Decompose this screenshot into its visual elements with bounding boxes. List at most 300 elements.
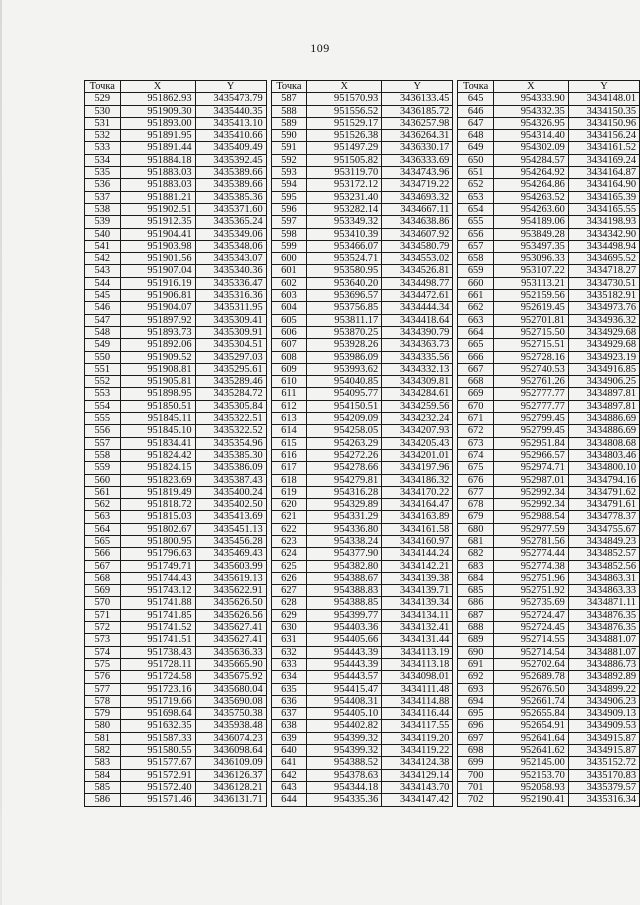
table-row	[85, 437, 267, 449]
y-coordinate-cell: 3434791.61	[568, 499, 639, 511]
y-coordinate-cell: 3434139.71	[382, 585, 453, 597]
y-coordinate-cell: 3434139.34	[382, 597, 453, 609]
y-coordinate-cell: 3434165.55	[568, 203, 639, 215]
point-number-cell: 622	[271, 523, 307, 535]
x-coordinate-cell: 951744.43	[120, 572, 195, 584]
x-coordinate-cell: 952641.64	[493, 732, 568, 744]
point-number-cell: 536	[85, 179, 121, 191]
table-row	[458, 683, 640, 695]
table-row	[85, 535, 267, 547]
table-row	[458, 277, 640, 289]
y-coordinate-cell: 3434909.13	[568, 708, 639, 720]
point-number-cell: 551	[85, 363, 121, 375]
x-coordinate-cell: 952715.51	[493, 339, 568, 351]
table-row	[85, 449, 267, 461]
table-row	[458, 376, 640, 388]
point-number-cell: 544	[85, 277, 121, 289]
x-coordinate-cell: 954326.95	[493, 117, 568, 129]
y-coordinate-cell: 3435349.06	[195, 228, 266, 240]
y-coordinate-cell: 3435289.46	[195, 376, 266, 388]
x-coordinate-cell: 953497.35	[493, 240, 568, 252]
table-row	[271, 203, 453, 215]
y-coordinate-cell: 3435311.95	[195, 302, 266, 314]
point-number-cell: 662	[458, 302, 494, 314]
point-number-cell: 695	[458, 708, 494, 720]
y-coordinate-cell: 3434553.02	[382, 253, 453, 265]
point-number-cell: 635	[271, 683, 307, 695]
x-coordinate-cell: 951912.35	[120, 216, 195, 228]
table-row	[85, 658, 267, 670]
table-row	[85, 314, 267, 326]
x-coordinate-cell: 951800.95	[120, 535, 195, 547]
x-coordinate-cell: 954258.05	[307, 425, 382, 437]
point-number-cell: 693	[458, 683, 494, 695]
table-row	[85, 388, 267, 400]
point-number-cell: 667	[458, 363, 494, 375]
x-coordinate-cell: 952774.38	[493, 560, 568, 572]
point-number-cell: 682	[458, 548, 494, 560]
y-coordinate-cell: 3434169.24	[568, 154, 639, 166]
point-number-cell: 609	[271, 363, 307, 375]
table-row	[458, 216, 640, 228]
x-coordinate-cell: 952619.45	[493, 302, 568, 314]
point-number-cell: 650	[458, 154, 494, 166]
x-coordinate-cell: 952190.41	[493, 794, 568, 806]
point-number-cell: 665	[458, 339, 494, 351]
x-coordinate-cell: 952992.34	[493, 486, 568, 498]
y-coordinate-cell: 3436333.69	[382, 154, 453, 166]
x-coordinate-cell: 953524.71	[307, 253, 382, 265]
x-coordinate-cell: 952992.34	[493, 499, 568, 511]
x-coordinate-cell: 951903.98	[120, 240, 195, 252]
table-row	[458, 646, 640, 658]
x-coordinate-cell: 953696.57	[307, 290, 382, 302]
table-row	[85, 474, 267, 486]
point-number-cell: 574	[85, 646, 121, 658]
table-row	[271, 597, 453, 609]
x-coordinate-cell: 951796.63	[120, 548, 195, 560]
table-row	[271, 191, 453, 203]
point-number-cell: 538	[85, 203, 121, 215]
y-coordinate-cell: 3434881.07	[568, 646, 639, 658]
y-coordinate-cell: 3434164.47	[382, 499, 453, 511]
header-y: Y	[195, 81, 266, 93]
table-row	[85, 708, 267, 720]
x-coordinate-cell: 951884.18	[120, 154, 195, 166]
point-number-cell: 652	[458, 179, 494, 191]
y-coordinate-cell: 3435316.36	[195, 290, 266, 302]
x-coordinate-cell: 951909.52	[120, 351, 195, 363]
y-coordinate-cell: 3434142.21	[382, 560, 453, 572]
y-coordinate-cell: 3435619.13	[195, 572, 266, 584]
y-coordinate-cell: 3435385.36	[195, 191, 266, 203]
coordinate-tables	[84, 80, 640, 807]
table-row	[458, 499, 640, 511]
x-coordinate-cell: 951741.85	[120, 609, 195, 621]
x-coordinate-cell: 954382.80	[307, 560, 382, 572]
table-row	[271, 167, 453, 179]
table-row	[85, 363, 267, 375]
table-row	[458, 167, 640, 179]
y-coordinate-cell: 3434791.62	[568, 486, 639, 498]
x-coordinate-cell: 954388.52	[307, 757, 382, 769]
point-number-cell: 563	[85, 511, 121, 523]
table-row	[458, 265, 640, 277]
x-coordinate-cell: 952777.77	[493, 400, 568, 412]
table-row	[458, 93, 640, 105]
y-coordinate-cell: 3434259.56	[382, 400, 453, 412]
x-coordinate-cell: 953349.32	[307, 216, 382, 228]
table-row	[271, 351, 453, 363]
point-number-cell: 558	[85, 449, 121, 461]
point-number-cell: 562	[85, 499, 121, 511]
y-coordinate-cell: 3435413.10	[195, 117, 266, 129]
point-number-cell: 593	[271, 167, 307, 179]
x-coordinate-cell: 952701.81	[493, 314, 568, 326]
y-coordinate-cell: 3435469.43	[195, 548, 266, 560]
point-number-cell: 578	[85, 695, 121, 707]
table-row	[85, 597, 267, 609]
y-coordinate-cell: 3434117.55	[382, 720, 453, 732]
x-coordinate-cell: 952715.50	[493, 326, 568, 338]
point-number-cell: 539	[85, 216, 121, 228]
y-coordinate-cell: 3434886.69	[568, 425, 639, 437]
x-coordinate-cell: 951580.55	[120, 745, 195, 757]
x-coordinate-cell: 951632.35	[120, 720, 195, 732]
y-coordinate-cell: 3434863.31	[568, 572, 639, 584]
table-row	[458, 597, 640, 609]
table-row	[271, 474, 453, 486]
x-coordinate-cell: 954405.66	[307, 634, 382, 646]
x-coordinate-cell: 953466.07	[307, 240, 382, 252]
x-coordinate-cell: 954408.31	[307, 695, 382, 707]
table-row	[458, 253, 640, 265]
y-coordinate-cell: 3434973.76	[568, 302, 639, 314]
x-coordinate-cell: 954209.09	[307, 413, 382, 425]
point-number-cell: 599	[271, 240, 307, 252]
y-coordinate-cell: 3434134.11	[382, 609, 453, 621]
table-row	[458, 191, 640, 203]
y-coordinate-cell: 3434607.92	[382, 228, 453, 240]
y-coordinate-cell: 3434116.44	[382, 708, 453, 720]
x-coordinate-cell: 951572.91	[120, 769, 195, 781]
y-coordinate-cell: 3434156.24	[568, 130, 639, 142]
y-coordinate-cell: 3434916.85	[568, 363, 639, 375]
point-number-cell: 694	[458, 695, 494, 707]
y-coordinate-cell: 3435309.41	[195, 314, 266, 326]
table-row	[458, 757, 640, 769]
point-number-cell: 697	[458, 732, 494, 744]
y-coordinate-cell: 3434915.87	[568, 732, 639, 744]
table-row	[271, 523, 453, 535]
table-row	[458, 658, 640, 670]
x-coordinate-cell: 952714.54	[493, 646, 568, 658]
point-number-cell: 656	[458, 228, 494, 240]
point-number-cell: 699	[458, 757, 494, 769]
table-body	[458, 93, 640, 806]
y-coordinate-cell: 3434147.42	[382, 794, 453, 806]
y-coordinate-cell: 3434139.38	[382, 572, 453, 584]
x-coordinate-cell: 952724.45	[493, 622, 568, 634]
x-coordinate-cell: 954403.36	[307, 622, 382, 634]
x-coordinate-cell: 954388.67	[307, 572, 382, 584]
x-coordinate-cell: 951897.92	[120, 314, 195, 326]
table-row	[271, 585, 453, 597]
x-coordinate-cell: 951802.67	[120, 523, 195, 535]
point-number-cell: 591	[271, 142, 307, 154]
x-coordinate-cell: 954284.57	[493, 154, 568, 166]
table-row	[458, 339, 640, 351]
table-row	[458, 425, 640, 437]
table-row	[271, 154, 453, 166]
header-x: X	[307, 81, 382, 93]
point-number-cell: 676	[458, 474, 494, 486]
x-coordinate-cell: 953410.39	[307, 228, 382, 240]
table-row	[458, 695, 640, 707]
y-coordinate-cell: 3435750.38	[195, 708, 266, 720]
y-coordinate-cell: 3434170.22	[382, 486, 453, 498]
x-coordinate-cell: 954332.35	[493, 105, 568, 117]
y-coordinate-cell: 3436126.37	[195, 769, 266, 781]
x-coordinate-cell: 951818.72	[120, 499, 195, 511]
table-row	[85, 130, 267, 142]
table-row	[458, 437, 640, 449]
y-coordinate-cell: 3436074.23	[195, 732, 266, 744]
x-coordinate-cell: 951845.10	[120, 425, 195, 437]
x-coordinate-cell: 951587.33	[120, 732, 195, 744]
y-coordinate-cell: 3435400.24	[195, 486, 266, 498]
y-coordinate-cell: 3434114.88	[382, 695, 453, 707]
table-row	[85, 560, 267, 572]
y-coordinate-cell: 3434730.51	[568, 277, 639, 289]
point-number-cell: 555	[85, 413, 121, 425]
x-coordinate-cell: 954040.85	[307, 376, 382, 388]
table-row	[458, 634, 640, 646]
table-row	[85, 203, 267, 215]
point-number-cell: 625	[271, 560, 307, 572]
table-header-row	[85, 81, 267, 93]
point-number-cell: 592	[271, 154, 307, 166]
y-coordinate-cell: 3435389.66	[195, 167, 266, 179]
table-row	[271, 142, 453, 154]
y-coordinate-cell: 3435365.24	[195, 216, 266, 228]
point-number-cell: 564	[85, 523, 121, 535]
table-row	[458, 228, 640, 240]
header-point: Точка	[85, 81, 121, 93]
x-coordinate-cell: 951824.42	[120, 449, 195, 461]
table-row	[271, 757, 453, 769]
point-number-cell: 654	[458, 203, 494, 215]
x-coordinate-cell: 953096.33	[493, 253, 568, 265]
table-row	[458, 142, 640, 154]
point-number-cell: 657	[458, 240, 494, 252]
y-coordinate-cell: 3435386.09	[195, 462, 266, 474]
y-coordinate-cell: 3435348.06	[195, 240, 266, 252]
x-coordinate-cell: 952799.45	[493, 425, 568, 437]
y-coordinate-cell: 3434755.67	[568, 523, 639, 535]
point-number-cell: 618	[271, 474, 307, 486]
point-number-cell: 615	[271, 437, 307, 449]
y-coordinate-cell: 3435440.35	[195, 105, 266, 117]
point-number-cell: 566	[85, 548, 121, 560]
table-row	[85, 277, 267, 289]
table-row	[458, 474, 640, 486]
point-number-cell: 621	[271, 511, 307, 523]
x-coordinate-cell: 952153.70	[493, 769, 568, 781]
point-number-cell: 700	[458, 769, 494, 781]
y-coordinate-cell: 3435387.43	[195, 474, 266, 486]
table-row	[271, 93, 453, 105]
point-number-cell: 628	[271, 597, 307, 609]
table-row	[85, 117, 267, 129]
table-row	[458, 560, 640, 572]
table-row	[271, 634, 453, 646]
table-row	[271, 400, 453, 412]
table-row	[458, 314, 640, 326]
point-number-cell: 575	[85, 658, 121, 670]
x-coordinate-cell: 951893.73	[120, 326, 195, 338]
x-coordinate-cell: 951749.71	[120, 560, 195, 572]
table-row	[458, 302, 640, 314]
point-number-cell: 642	[271, 769, 307, 781]
table-row	[85, 781, 267, 793]
table-row	[458, 671, 640, 683]
x-coordinate-cell: 951883.03	[120, 179, 195, 191]
y-coordinate-cell: 3435627.41	[195, 622, 266, 634]
table-row	[271, 290, 453, 302]
point-number-cell: 620	[271, 499, 307, 511]
point-number-cell: 585	[85, 781, 121, 793]
x-coordinate-cell: 951571.46	[120, 794, 195, 806]
x-coordinate-cell: 951883.03	[120, 167, 195, 179]
x-coordinate-cell: 952974.71	[493, 462, 568, 474]
point-number-cell: 647	[458, 117, 494, 129]
x-coordinate-cell: 952740.53	[493, 363, 568, 375]
table-row	[85, 339, 267, 351]
y-coordinate-cell: 3435456.28	[195, 535, 266, 547]
y-coordinate-cell: 3434936.32	[568, 314, 639, 326]
x-coordinate-cell: 951904.41	[120, 228, 195, 240]
table-row	[85, 265, 267, 277]
point-number-cell: 681	[458, 535, 494, 547]
point-number-cell: 689	[458, 634, 494, 646]
point-number-cell: 537	[85, 191, 121, 203]
point-number-cell: 624	[271, 548, 307, 560]
point-number-cell: 690	[458, 646, 494, 658]
table-row	[458, 203, 640, 215]
x-coordinate-cell: 953113.21	[493, 277, 568, 289]
y-coordinate-cell: 3435322.52	[195, 425, 266, 437]
table-row	[85, 486, 267, 498]
table-row	[458, 511, 640, 523]
x-coordinate-cell: 951723.16	[120, 683, 195, 695]
point-number-cell: 669	[458, 388, 494, 400]
y-coordinate-cell: 3435603.99	[195, 560, 266, 572]
table-row	[271, 708, 453, 720]
point-number-cell: 646	[458, 105, 494, 117]
table-row	[85, 228, 267, 240]
table-row	[85, 683, 267, 695]
point-number-cell: 595	[271, 191, 307, 203]
point-number-cell: 673	[458, 437, 494, 449]
y-coordinate-cell: 3434164.87	[568, 167, 639, 179]
table-row	[85, 572, 267, 584]
table-row	[85, 794, 267, 806]
table-row	[271, 326, 453, 338]
y-coordinate-cell: 3434309.81	[382, 376, 453, 388]
x-coordinate-cell: 954189.06	[493, 216, 568, 228]
x-coordinate-cell: 951893.00	[120, 117, 195, 129]
x-coordinate-cell: 954336.80	[307, 523, 382, 535]
y-coordinate-cell: 3434800.10	[568, 462, 639, 474]
y-coordinate-cell: 3434849.23	[568, 535, 639, 547]
y-coordinate-cell: 3434808.68	[568, 437, 639, 449]
point-number-cell: 644	[271, 794, 307, 806]
table-row	[271, 769, 453, 781]
x-coordinate-cell: 951892.06	[120, 339, 195, 351]
y-coordinate-cell: 3434132.41	[382, 622, 453, 634]
x-coordinate-cell: 951905.81	[120, 376, 195, 388]
y-coordinate-cell: 3434897.81	[568, 388, 639, 400]
x-coordinate-cell: 954263.52	[493, 191, 568, 203]
coordinate-table-2	[271, 80, 454, 807]
y-coordinate-cell: 3434871.11	[568, 597, 639, 609]
x-coordinate-cell: 953580.95	[307, 265, 382, 277]
x-coordinate-cell: 954344.18	[307, 781, 382, 793]
point-number-cell: 687	[458, 609, 494, 621]
table-row	[458, 523, 640, 535]
y-coordinate-cell: 3434150.35	[568, 105, 639, 117]
table-row	[271, 277, 453, 289]
table-row	[85, 425, 267, 437]
point-number-cell: 603	[271, 290, 307, 302]
y-coordinate-cell: 3434131.44	[382, 634, 453, 646]
x-coordinate-cell: 954333.90	[493, 93, 568, 105]
x-coordinate-cell: 954388.85	[307, 597, 382, 609]
x-coordinate-cell: 952751.92	[493, 585, 568, 597]
point-number-cell: 554	[85, 400, 121, 412]
point-number-cell: 634	[271, 671, 307, 683]
x-coordinate-cell: 954443.39	[307, 658, 382, 670]
y-coordinate-cell: 3434207.93	[382, 425, 453, 437]
y-coordinate-cell: 3434472.61	[382, 290, 453, 302]
x-coordinate-cell: 951505.82	[307, 154, 382, 166]
x-coordinate-cell: 954278.66	[307, 462, 382, 474]
point-number-cell: 543	[85, 265, 121, 277]
table-row	[458, 781, 640, 793]
point-number-cell: 631	[271, 634, 307, 646]
table-row	[271, 253, 453, 265]
table-row	[85, 671, 267, 683]
y-coordinate-cell: 3435354.96	[195, 437, 266, 449]
x-coordinate-cell: 954302.09	[493, 142, 568, 154]
point-number-cell: 617	[271, 462, 307, 474]
point-number-cell: 653	[458, 191, 494, 203]
y-coordinate-cell: 3434148.01	[568, 93, 639, 105]
table-row	[271, 535, 453, 547]
x-coordinate-cell: 954402.82	[307, 720, 382, 732]
table-row	[271, 117, 453, 129]
header-point: Точка	[458, 81, 494, 93]
y-coordinate-cell: 3435371.60	[195, 203, 266, 215]
table-row	[271, 265, 453, 277]
table-row	[458, 179, 640, 191]
table-row	[271, 302, 453, 314]
point-number-cell: 541	[85, 240, 121, 252]
table-row	[271, 794, 453, 806]
point-number-cell: 627	[271, 585, 307, 597]
x-coordinate-cell: 953640.20	[307, 277, 382, 289]
